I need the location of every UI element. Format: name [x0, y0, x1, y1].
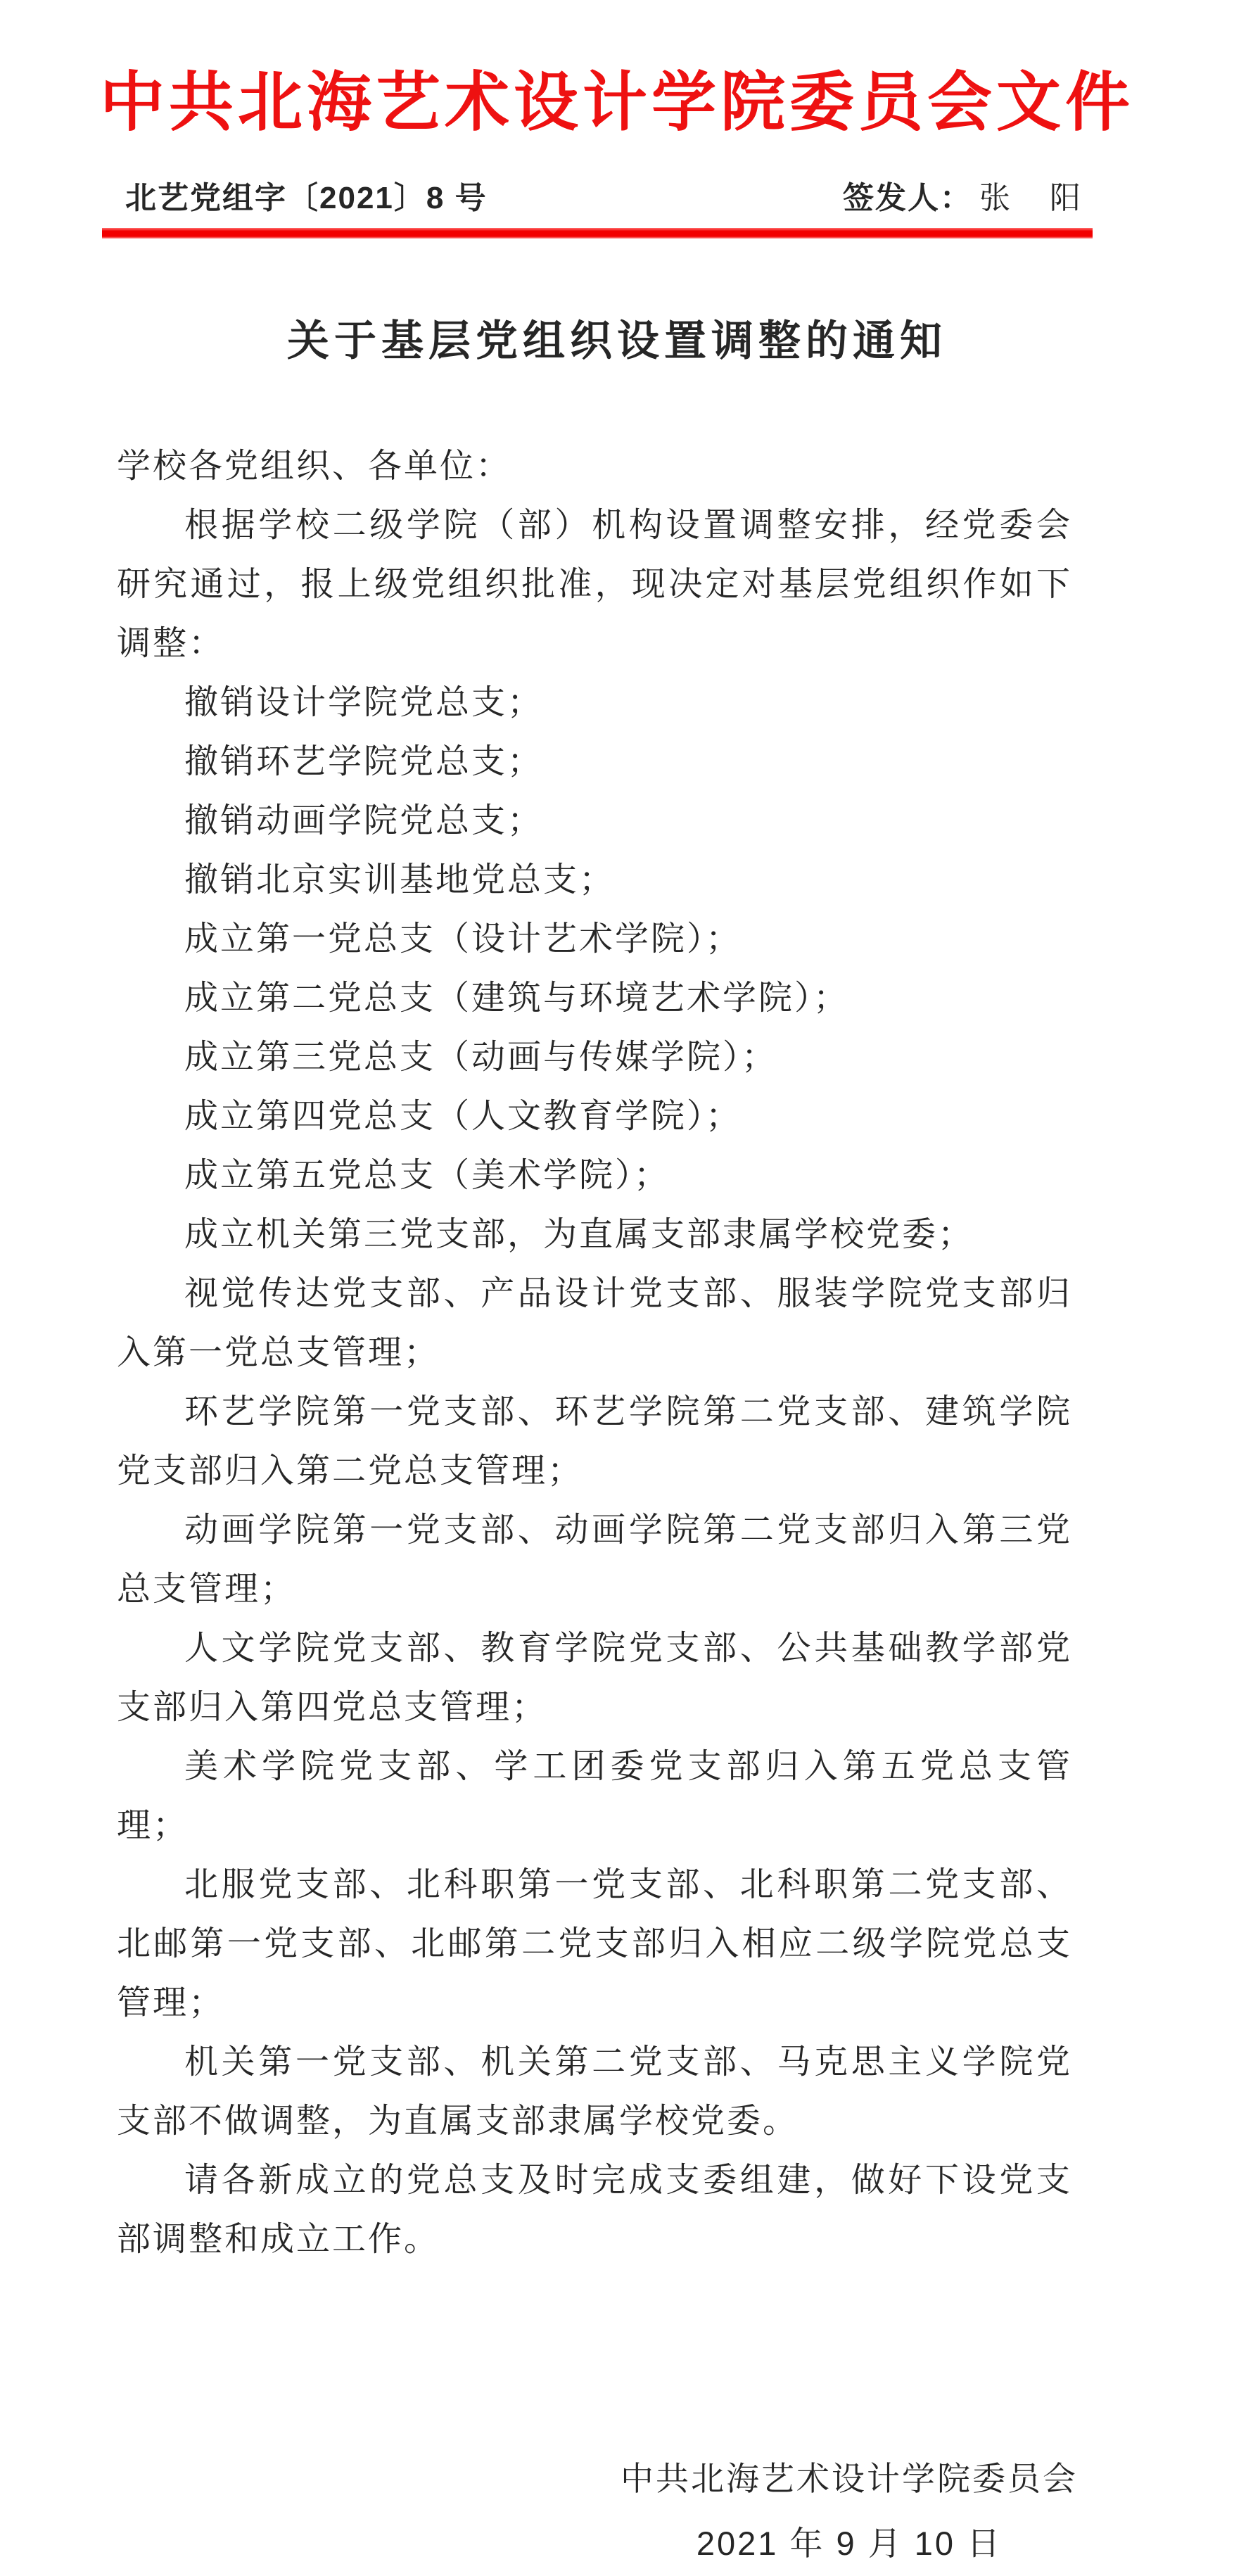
doc-number: 北艺党组字〔2021〕8 号	[125, 181, 488, 215]
signature-org: 中共北海艺术设计学院委员会	[621, 2460, 1078, 2497]
body-paragraph: 动画学院第一党支部、动画学院第二党支部归入第三党总支管理；	[117, 1511, 1072, 1608]
body-paragraph: 请各新成立的党总支及时完成支委组建，做好下设党支部调整和成立工作。	[117, 2162, 1072, 2258]
body-paragraph: 撤销动画学院党总支；	[184, 802, 544, 839]
body-paragraph: 机关第一党支部、机关第二党支部、马克思主义学院党支部不做调整，为直属支部隶属学校党委。	[117, 2043, 1072, 2140]
red-divider-rule	[102, 228, 1093, 239]
body-paragraph: 环艺学院第一党支部、环艺学院第二党支部、建筑学院党支部归入第二党总支管理；	[117, 1393, 1072, 1490]
notice-title: 关于基层党组织设置调整的通知	[287, 317, 947, 364]
salutation: 学校各党组织、各单位：	[117, 448, 512, 485]
body-paragraph: 视觉传达党支部、产品设计党支部、服装学院党支部归入第一党总支管理；	[117, 1275, 1072, 1371]
signature-date: 2021 年 9 月 10 日	[696, 2525, 1003, 2562]
body-paragraph: 成立机关第三党支部，为直属支部隶属学校党委；	[184, 1216, 974, 1253]
body-paragraph: 根据学校二级学院（部）机构设置调整安排，经党委会研究通过，报上级党组织批准，现决定对基层党组织作如下调整：	[117, 507, 1072, 662]
body-paragraph: 北服党支部、北科职第一党支部、北科职第二党支部、北邮第一党支部、北邮第二党支部归入相应二级学院党总支管理；	[117, 1866, 1072, 2022]
notice-body	[117, 437, 1072, 2269]
masthead-org-title: 中共北海艺术设计学院委员会文件	[99, 67, 1134, 139]
body-paragraph: 美术学院党支部、学工团委党支部归入第五党总支管理；	[117, 1748, 1072, 1844]
body-paragraph: 撤销设计学院党总支；	[184, 684, 544, 721]
body-paragraph: 人文学院党支部、教育学院党支部、公共基础教学部党支部归入第四党总支管理；	[117, 1630, 1072, 1726]
doc-info-row	[125, 180, 1085, 217]
body-paragraph: 成立第一党总支（设计艺术学院）；	[184, 920, 742, 958]
body-paragraph: 成立第三党总支（动画与传媒学院）；	[184, 1039, 778, 1076]
signature-block	[621, 2447, 1078, 2576]
body-paragraph: 撤销环艺学院党总支；	[184, 743, 544, 780]
issuer-name: 张 阳	[979, 181, 1085, 215]
body-paragraph: 撤销北京实训基地党总支；	[184, 861, 616, 899]
body-paragraph: 成立第二党总支（建筑与环境艺术学院）；	[184, 979, 850, 1017]
body-paragraph: 成立第四党总支（人文教育学院）；	[184, 1098, 742, 1135]
issuer	[843, 180, 1085, 217]
body-paragraph: 成立第五党总支（美术学院）；	[184, 1157, 670, 1194]
issuer-label: 签发人：	[843, 181, 972, 215]
